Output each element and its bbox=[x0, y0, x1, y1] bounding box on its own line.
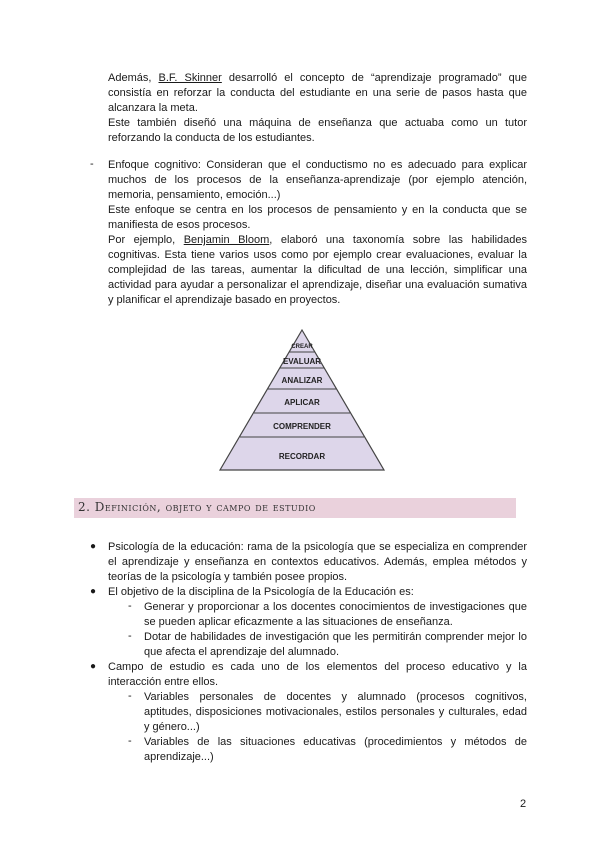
skinner-line-5: reforzando la conducta de los estudiantes. bbox=[108, 132, 315, 144]
cognitive-line-8: complejidad de las tareas, aumentar la dificultad de una lección, simplificar una bbox=[108, 264, 527, 276]
bullet-3-sub-2-line-2: aprendizaje...) bbox=[144, 751, 214, 763]
bloom-pyramid bbox=[218, 328, 386, 472]
pyramid-level-recordar: RECORDAR bbox=[278, 452, 326, 461]
pyramid-level-aplicar: APLICAR bbox=[284, 398, 320, 407]
pyramid-level-evaluar: EVALUAR bbox=[282, 357, 322, 366]
bullet-2-sub-2-line-1: Dotar de habilidades de investigación que les permitirán comprender mejor lo bbox=[144, 631, 527, 643]
bullet-2-sub-2-line-2: que afecta el aprendizaje del alumnado. bbox=[144, 646, 340, 658]
sub-dash: - bbox=[128, 690, 132, 702]
bullet-2-text bbox=[108, 585, 527, 600]
bullet-2-sub-1-line-1: Generar y proporcionar a los docentes conocimientos de investigaciones que bbox=[144, 601, 527, 613]
skinner-line-1: Además, B.F. Skinner desarrolló el concepto de “aprendizaje programado” que bbox=[108, 72, 527, 84]
bullet-3-sub-1-line-1: Variables personales de docentes y alumnado (procesos cognitivos, bbox=[144, 691, 527, 703]
bullet-1-line-3: teorías de la psicología y también posee propios. bbox=[108, 571, 348, 583]
bullet-3-sub-1 bbox=[144, 690, 527, 735]
cognitive-line-7: cognitivas. Esta tiene varios usos como por ejemplo crear evaluaciones, evaluar la bbox=[108, 249, 527, 261]
cognitive-line-1: Enfoque cognitivo: Consideran que el conductismo no es adecuado para explicar bbox=[108, 159, 527, 171]
cognitive-dash: - bbox=[90, 158, 94, 170]
bullet-2-sub-1 bbox=[144, 600, 527, 630]
bullet-2-line-1: El objetivo de la disciplina de la Psicología de la Educación es: bbox=[108, 586, 414, 598]
pyramid-level-crear: CREAR bbox=[291, 344, 313, 350]
cognitive-line-4: Este enfoque se centra en los procesos de pensamiento y en la conducta que se bbox=[108, 204, 527, 216]
cognitive-line-2: muchos de los procesos de la enseñanza-aprendizaje (por ejemplo atención, bbox=[108, 174, 527, 186]
skinner-link[interactable]: B.F. Skinner bbox=[158, 72, 222, 84]
skinner-line-2: consistía en reforzar la conducta del estudiante en una serie de pasos hasta que bbox=[108, 87, 527, 99]
skinner-line-4: Este también diseñó una máquina de enseñanza que actuaba como un tutor bbox=[108, 117, 527, 129]
bloom-link[interactable]: Benjamin Bloom bbox=[183, 234, 270, 246]
bullet-3-sub-2-line-1: Variables de las situaciones educativas (procedimientos y métodos de bbox=[144, 736, 527, 748]
cognitive-line-3: memoria, pensamiento, emoción...) bbox=[108, 189, 281, 201]
bullet-3-sub-1-line-3: y género...) bbox=[144, 721, 200, 733]
bloom-line: Por ejemplo, Benjamin Bloom, elaboró una taxonomía sobre las habilidades bbox=[108, 234, 528, 246]
sub-dash: - bbox=[128, 600, 132, 612]
bullet-2-sub-2 bbox=[144, 630, 527, 660]
section-heading-band bbox=[74, 498, 516, 518]
bullet-3-text bbox=[108, 660, 527, 690]
bullet-3-sub-2 bbox=[144, 735, 527, 765]
bullet-dot: ● bbox=[90, 586, 97, 597]
bullet-3-line-1: Campo de estudio es cada uno de los elementos del proceso educativo y la bbox=[108, 661, 527, 673]
skinner-line-3: alcanzara la meta. bbox=[108, 102, 198, 114]
sub-dash: - bbox=[128, 735, 132, 747]
bullet-dot: ● bbox=[90, 541, 97, 552]
bullet-1-line-1: Psicología de la educación: rama de la psicología que se especializa en comprender bbox=[108, 541, 527, 553]
bullet-1-text bbox=[108, 540, 527, 585]
skinner-paragraph bbox=[108, 71, 527, 146]
bullet-1-line-2: el aprendizaje y enseñanza en contextos educativos. Además, emplea métodos y bbox=[108, 556, 527, 568]
cognitive-line-10: y planificar el aprendizaje basado en proyectos. bbox=[108, 294, 341, 306]
pyramid-level-comprender: COMPRENDER bbox=[273, 422, 331, 431]
page-number: 2 bbox=[520, 798, 527, 810]
bullet-3-sub-1-line-2: aptitudes, disposiciones motivacionales, estilos personales y culturales, edad bbox=[144, 706, 527, 718]
bullet-dot: ● bbox=[90, 661, 97, 672]
sub-dash: - bbox=[128, 630, 132, 642]
pyramid-level-analizar: ANALIZAR bbox=[281, 376, 323, 385]
section-title: 2. Definición, objeto y campo de estudio bbox=[78, 500, 316, 514]
cognitive-paragraph bbox=[108, 158, 527, 308]
cognitive-line-5: manifiesta de esos procesos. bbox=[108, 219, 251, 231]
cognitive-line-9: actividad para ayudar a personalizar el aprendizaje, diseñar una evaluación sumativa bbox=[108, 279, 527, 291]
bullet-3-line-2: interacción entre ellos. bbox=[108, 676, 219, 688]
bullet-2-sub-1-line-2: se pueden aplicar eficazmente a las situaciones de enseñanza. bbox=[144, 616, 453, 628]
